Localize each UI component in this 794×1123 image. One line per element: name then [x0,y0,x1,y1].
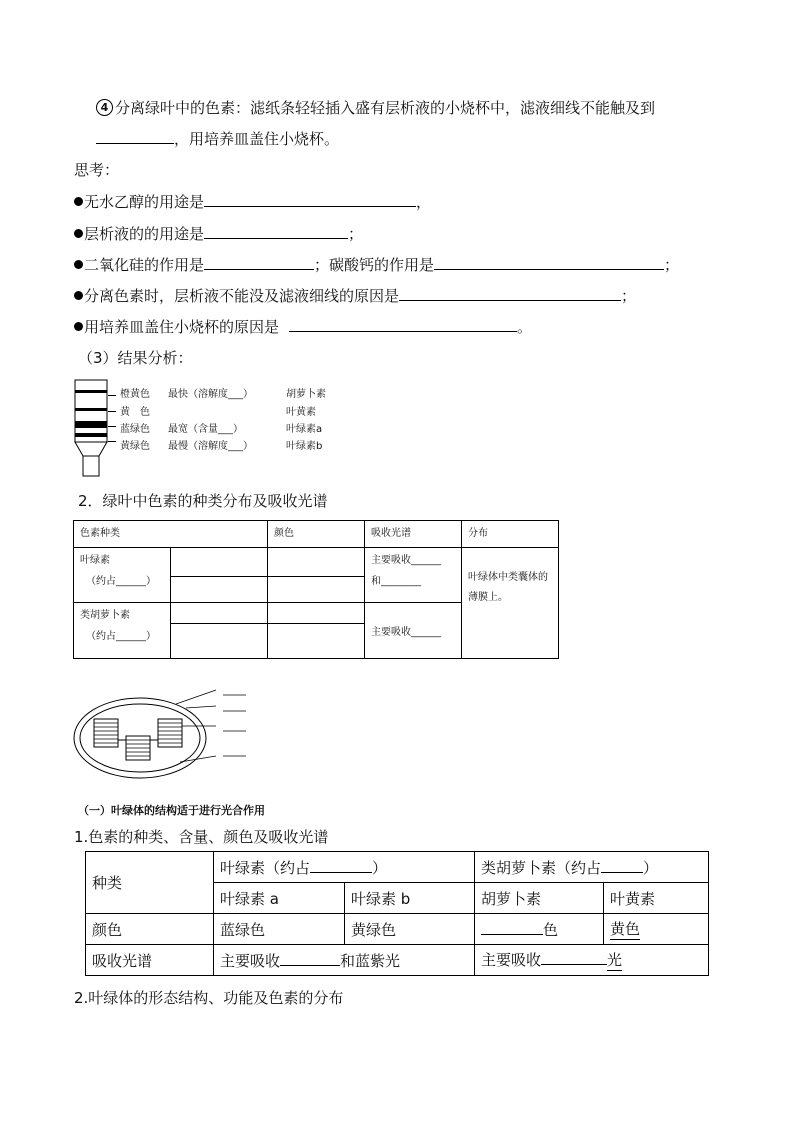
table-cell: 种类 [86,852,214,914]
q-text: 分离色素时，层析液不能没及滤液细线的原因是 [84,287,400,305]
band-note: 最宽（含量___） [168,424,243,435]
blank [399,286,621,301]
think-q3 [74,254,679,275]
blank [601,858,643,873]
blank [204,224,348,239]
cell-text: ） [643,858,659,877]
q-end: 。 [517,318,533,336]
think-q1 [74,191,431,212]
item2-heading: 2.叶绿体的形态结构、功能及色素的分布 [74,989,344,1007]
bullet-icon [74,322,83,331]
table-cell [604,914,709,945]
band-color-label: 橙黄色 [120,389,150,400]
table-cell: 黄绿色 [345,914,475,945]
section2-heading: 2．绿叶中色素的种类分布及吸收光谱 [78,492,328,510]
row-sub: （约占______） [86,631,156,642]
q-end: ； [348,225,364,243]
band-note: 最慢（溶解度___） [168,441,253,452]
q-text: 二氧化硅的作用是 [84,256,205,274]
table-cell [171,603,268,659]
bullet-icon [74,229,83,238]
band-color-label: 黄 色 [120,407,150,418]
table-cell [74,548,171,603]
q-text: 无水乙醇的用途是 [84,193,205,211]
band-pigment: 叶绿素a [286,424,323,435]
section-one-heading: （一）叶绿体的结构适于进行光合作用 [78,804,265,817]
result-heading: （3）结果分析： [78,349,193,367]
blank [96,129,174,144]
filter-strip-diagram [72,378,112,478]
q-end: ， [416,193,432,211]
band-color-label: 黄绿色 [120,441,150,452]
table-cell [74,603,171,659]
blank [434,255,664,270]
table-cell [214,945,475,976]
step4-text: 分离绿叶中的色素：滤纸条轻轻插入盛有层析液的小烧杯中，滤液细线不能触及到 [115,99,656,117]
table-cell: 主要吸收______ [365,603,462,659]
table-cell: 叶绿素 a [214,883,345,914]
think-q5 [74,316,532,337]
blank [204,192,416,207]
table-cell: 颜色 [86,914,214,945]
think-heading: 思考： [74,161,120,179]
step4-text2: ，用培养皿盖住小烧杯。 [174,130,340,148]
think-q2 [74,223,363,244]
table-cell: 吸收光谱 [86,945,214,976]
table-header: 分布 [462,521,559,548]
step-number: 4 [96,99,113,116]
table-header: 吸收光谱 [365,521,462,548]
cell-text: 类胡萝卜素（约占 [481,858,602,877]
band-pigment: 叶黄素 [286,407,316,418]
table-cell [214,852,475,883]
cell-text: ） [372,858,388,877]
row-label: 类胡萝卜素 [80,610,130,621]
step4-line1 [96,97,655,118]
cell-text: 主要吸收 [220,951,281,970]
table-cell [171,548,268,603]
spec-text: 主要吸收______ [371,555,441,566]
table-cell [365,548,462,603]
band-color-label: 蓝绿色 [120,424,150,435]
pigment-summary-table [85,851,709,976]
think-q4 [74,285,636,306]
band-pigment: 叶绿素b [286,441,323,452]
row-sub: （约占______） [86,576,156,587]
blank [541,950,607,965]
table-cell [475,945,709,976]
bullet-icon [74,291,83,300]
cell-text: 主要吸收 [481,951,542,969]
table-cell: 叶绿体中类囊体的薄膜上。 [462,548,559,659]
blank [204,255,314,270]
blank [280,951,340,966]
table-cell [268,603,365,659]
table-cell [475,852,709,883]
q-end: ； [621,287,637,305]
cell-text: 黄色 [610,920,641,938]
table-cell [268,548,365,603]
table-cell [475,914,604,945]
table-cell: 叶黄素 [604,883,709,914]
chloroplast-diagram [70,688,260,788]
item1-heading: 1.色素的种类、含量、颜色及吸收光谱 [74,828,329,846]
table-cell: 叶绿素 b [345,883,475,914]
band-pigment: 胡萝卜素 [286,389,326,400]
band-note: 最快（溶解度___） [168,389,253,400]
q-text: 层析液的的用途是 [84,225,205,243]
cell-text: 色 [543,920,559,939]
bullet-icon [74,197,83,206]
blank [481,920,543,935]
q-end: ； [664,256,680,274]
q-text: 用培养皿盖住小烧杯的原因是 [84,318,280,336]
blank [289,317,517,332]
table-header: 颜色 [268,521,365,548]
cell-text: 叶绿素（约占 [220,858,311,877]
step4-line2 [96,128,339,149]
spec-text: 和________ [371,576,421,587]
table-cell: 胡萝卜素 [475,883,604,914]
blank [310,858,372,873]
pigment-table [73,520,559,659]
cell-text: 和蓝紫光 [340,951,401,970]
cell-text: 光 [607,951,623,969]
table-header: 色素种类 [74,521,268,548]
row-label: 叶绿素 [80,555,110,566]
q-text: ；碳酸钙的作用是 [314,256,435,274]
table-cell: 蓝绿色 [214,914,345,945]
bullet-icon [74,260,83,269]
